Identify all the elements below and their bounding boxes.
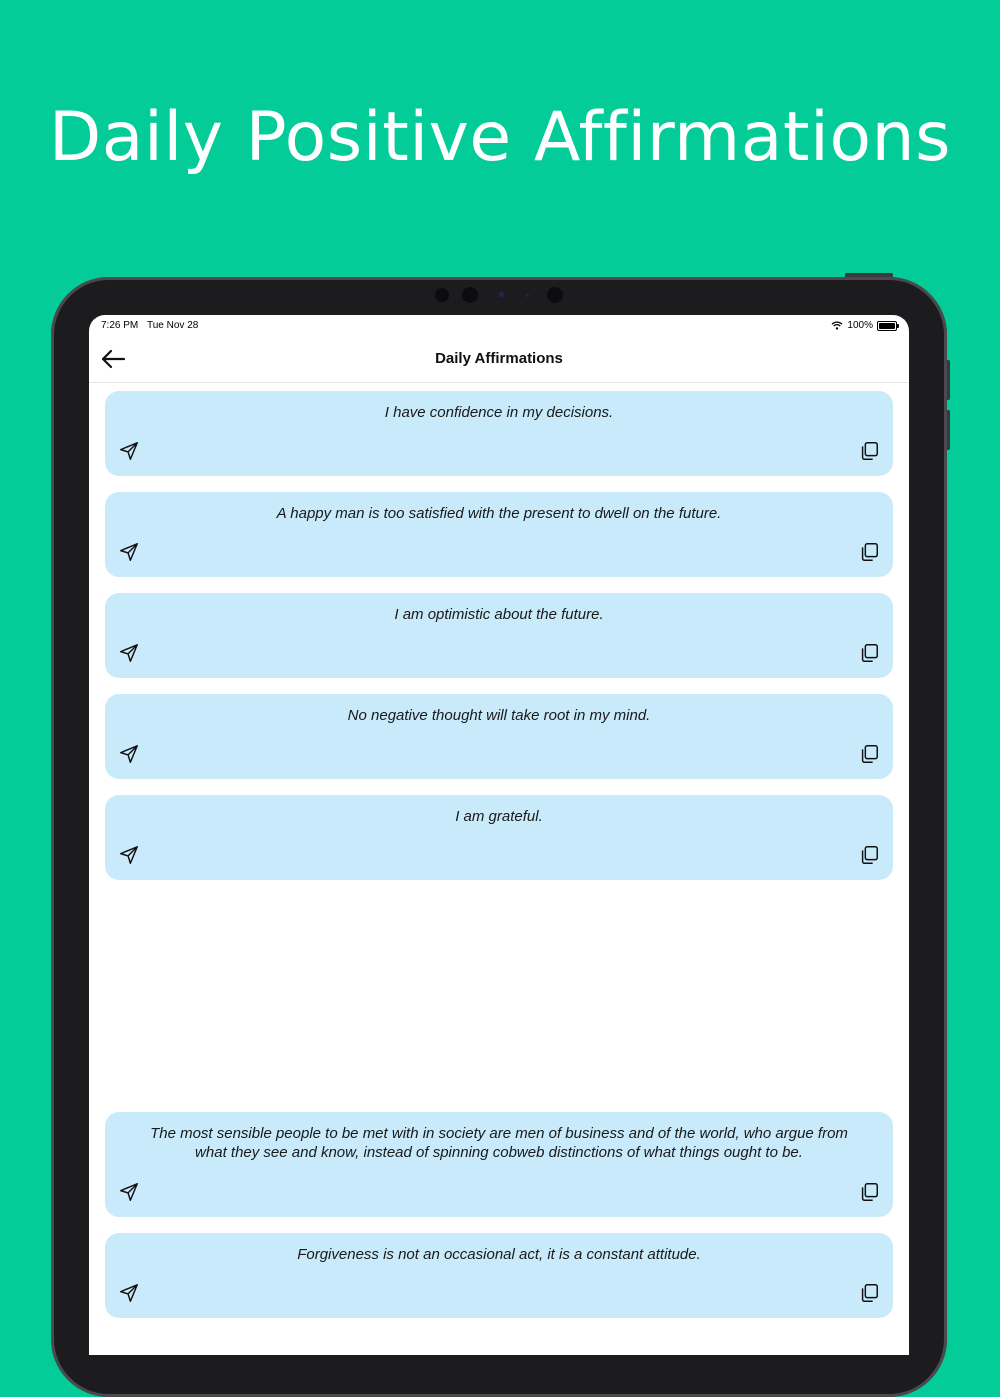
share-button[interactable]: [116, 438, 142, 464]
affirmation-text: I am grateful.: [455, 808, 543, 825]
status-indicators: [831, 320, 897, 331]
share-button[interactable]: [116, 741, 142, 767]
camera-icon: [499, 292, 504, 297]
share-button[interactable]: [116, 1179, 142, 1205]
status-bar: [89, 315, 909, 335]
page-title: Daily Affirmations: [435, 350, 563, 367]
affirmation-text: I am optimistic about the future.: [394, 606, 604, 623]
affirmation-card: [105, 593, 893, 678]
promo-title: Daily Positive Affirmations: [48, 98, 952, 177]
affirmation-text: A happy man is too satisfied with the present to dwell on the future.: [276, 505, 722, 522]
affirmation-text: The most sensible people to be met with in society are men of business and of the world, who argue from what they see and know, instead of spinning cobweb distinctions of what things ought to be.: [150, 1125, 848, 1161]
share-button[interactable]: [116, 539, 142, 565]
battery-icon: [877, 321, 897, 331]
copy-icon: [858, 1282, 880, 1304]
affirmation-card: [105, 694, 893, 779]
share-button[interactable]: [116, 640, 142, 666]
send-icon: [118, 642, 140, 664]
affirmation-text: Forgiveness is not an occasional act, it is a constant attitude.: [297, 1246, 701, 1263]
copy-button[interactable]: [856, 438, 882, 464]
copy-button[interactable]: [856, 1280, 882, 1306]
battery-percent: 100%: [847, 320, 873, 331]
sensor-icon: [547, 287, 563, 303]
sensor-icon: [526, 294, 529, 297]
nav-bar: [89, 337, 909, 383]
sensor-icon: [435, 288, 449, 302]
copy-icon: [858, 844, 880, 866]
send-icon: [118, 1282, 140, 1304]
share-button[interactable]: [116, 1280, 142, 1306]
send-icon: [118, 844, 140, 866]
send-icon: [118, 743, 140, 765]
affirmation-card: [105, 795, 893, 880]
affirmation-card: [105, 1233, 893, 1318]
affirmation-card: [105, 1112, 893, 1217]
app-screen: [89, 315, 909, 1355]
affirmation-text: No negative thought will take root in my mind.: [347, 707, 651, 724]
affirmation-text: I have confidence in my decisions.: [384, 404, 614, 421]
share-button[interactable]: [116, 842, 142, 868]
copy-icon: [858, 541, 880, 563]
affirmation-card: [105, 492, 893, 577]
status-date: Tue Nov 28: [147, 320, 199, 331]
copy-button[interactable]: [856, 741, 882, 767]
copy-icon: [858, 440, 880, 462]
copy-icon: [858, 642, 880, 664]
copy-button[interactable]: [856, 842, 882, 868]
status-time: 7:26 PM: [101, 320, 139, 331]
send-icon: [118, 541, 140, 563]
send-icon: [118, 440, 140, 462]
sensor-icon: [462, 287, 478, 303]
copy-button[interactable]: [856, 640, 882, 666]
copy-icon: [858, 743, 880, 765]
wifi-icon: [831, 321, 843, 330]
copy-icon: [858, 1181, 880, 1203]
affirmation-card: [105, 391, 893, 476]
copy-button[interactable]: [856, 539, 882, 565]
send-icon: [118, 1181, 140, 1203]
copy-button[interactable]: [856, 1179, 882, 1205]
